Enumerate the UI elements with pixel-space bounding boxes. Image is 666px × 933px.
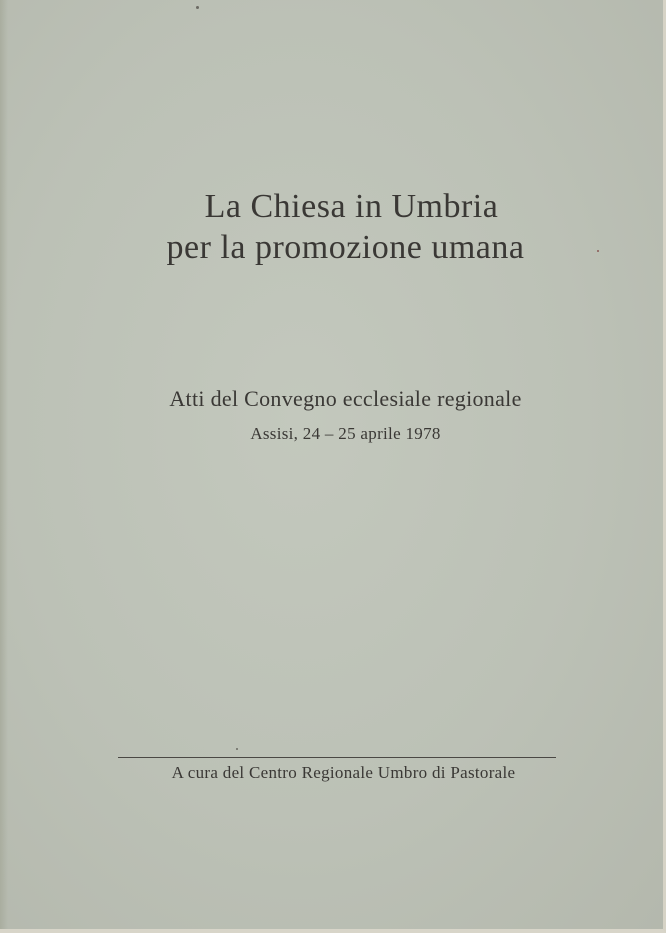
spine-shadow bbox=[0, 0, 8, 929]
paper-speck bbox=[597, 250, 599, 252]
title-line-2: per la promozione umana bbox=[166, 229, 525, 266]
title-line-1: La Chiesa in Umbria bbox=[204, 188, 499, 225]
horizontal-rule bbox=[118, 757, 556, 758]
paper-speck bbox=[196, 6, 199, 9]
paper-speck bbox=[236, 748, 238, 750]
subtitle: Atti del Convegno ecclesiale regionale bbox=[169, 386, 522, 411]
editor-credit: A cura del Centro Regionale Umbro di Pastorale bbox=[171, 763, 516, 782]
place-and-date: Assisi, 24 – 25 aprile 1978 bbox=[250, 424, 441, 443]
